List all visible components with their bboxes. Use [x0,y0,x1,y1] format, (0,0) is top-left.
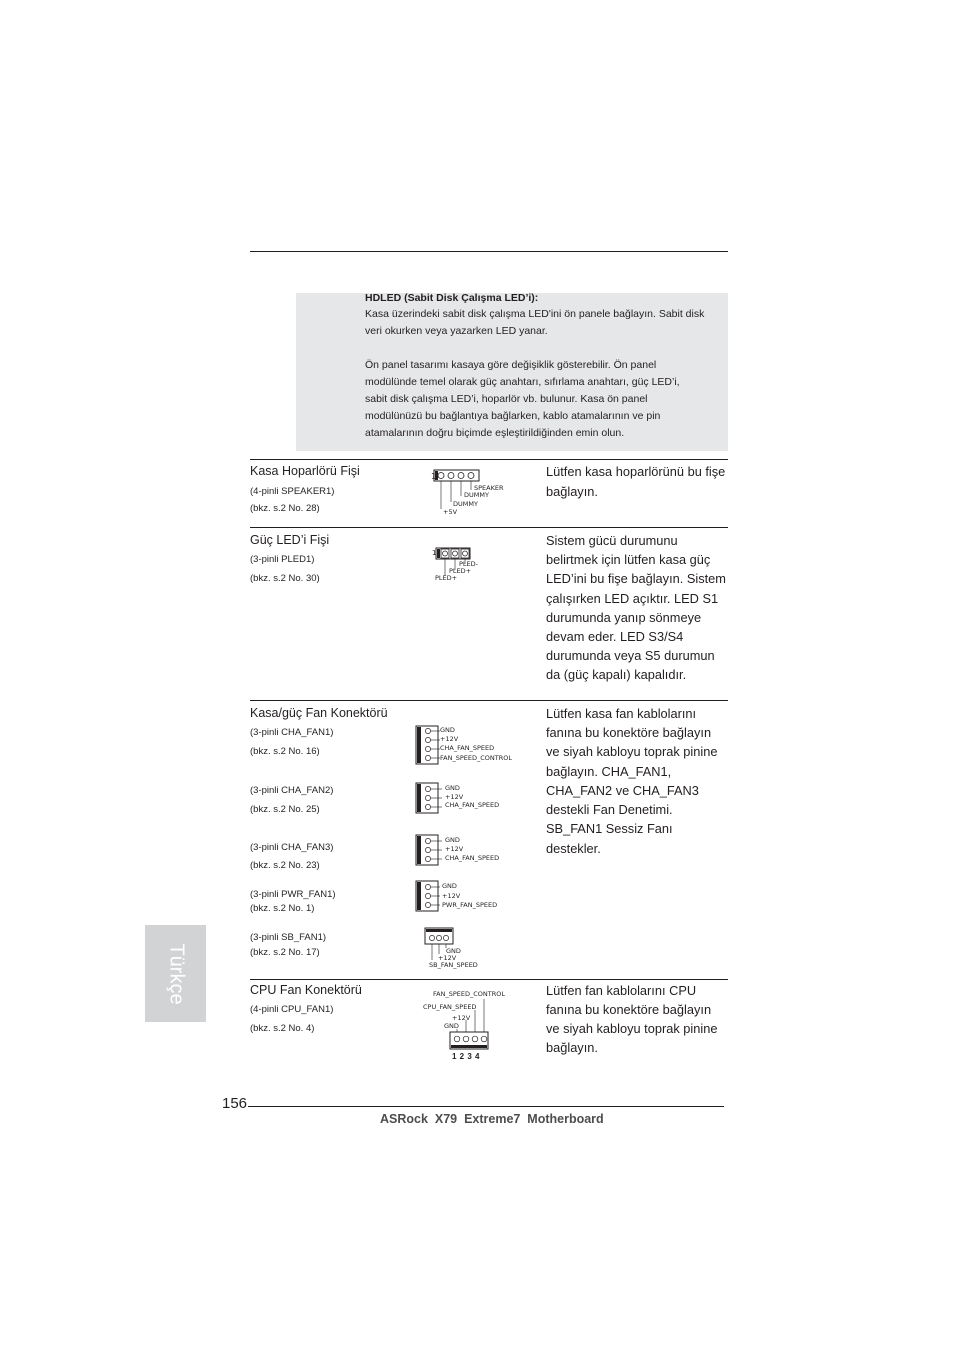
cha-fan3-pin: (3-pinli CHA_FAN3) [250,842,334,853]
cpu-desc-4: bağlayın. [546,1040,598,1055]
cpu-ref: (bkz. s.2 No. 4) [250,1023,315,1034]
sb-fan1-pin: (3-pinli SB_FAN1) [250,932,327,943]
cha-fan1-ref: (bkz. s.2 No. 16) [250,746,320,757]
cpu-12v-label: +12V [452,1014,471,1022]
cha-fan3-ref: (bkz. s.2 No. 23) [250,860,320,871]
speaker-speaker-label: SPEAKER [474,484,504,492]
sb-fan1-ref: (bkz. s.2 No. 17) [250,947,320,958]
pled-desc-3: LED’ini bu fişe bağlayın. Sistem [546,571,726,586]
footer-product: ASRock X79 Extreme7 Motherboard [380,1112,604,1126]
pled-title: Güç LED’i Fişi [250,533,330,547]
hdled-line-5: sabit disk çalışma LED’i, hoparlör vb. bulunur. Kasa ön panel [365,393,648,405]
top-rule [250,251,728,252]
footer-rule [248,1106,724,1107]
cha-fan3-speed-label: CHA_FAN_SPEED [445,854,500,862]
cpu-pin-numbers: 1 2 3 4 [452,1052,480,1061]
fan-desc-6: destekli Fan Denetimi. [546,802,673,817]
pled-desc-7: durumunda veya S5 durumun [546,648,715,663]
fan-desc-4: bağlayın. CHA_FAN1, [546,764,672,779]
fan-rule [250,700,728,701]
pled-desc-6: devam eder. LED S3/S4 [546,629,684,644]
pled-ref: (bkz. s.2 No. 30) [250,573,320,584]
cha-fan1-gnd-label: GND [440,726,455,734]
pwr-fan1-12v-label: +12V [442,892,461,900]
cpu-desc-2: fanına bu konektöre bağlayın [546,1002,712,1017]
pwr-fan1-gnd-label: GND [442,882,457,890]
hdled-line-4: modülünde temel olarak güç anahtarı, sıfırlama anahtarı, güç LED’i, [365,376,680,388]
fan-desc-3: ve siyah kabloyu toprak pinine [546,744,718,759]
cha-fan1-control-label: FAN_SPEED_CONTROL [440,754,512,762]
hdled-line-1: Kasa üzerindeki sabit disk çalışma LED'ini ön panele bağlayın. Sabit disk [365,308,705,320]
cha-fan2-speed-label: CHA_FAN_SPEED [445,801,500,809]
fan-desc-1: Lütfen kasa fan kablolarını [546,706,697,721]
speaker-pin1-label: 1 [431,472,437,481]
cpu-speed-label: CPU_FAN_SPEED [423,1003,477,1011]
fan-desc-7: SB_FAN1 Sessiz Fanı [546,821,673,836]
pwr-fan1-pin: (3-pinli PWR_FAN1) [250,889,336,900]
sb-fan1-12v-label: +12V [438,954,457,962]
cpu-control-label: FAN_SPEED_CONTROL [433,990,505,998]
speaker-pin: (4-pinli SPEAKER1) [250,486,335,497]
pwr-fan1-ref: (bkz. s.2 No. 1) [250,903,315,914]
cha-fan1-12v-label: +12V [440,735,459,743]
cpu-pin: (4-pinli CPU_FAN1) [250,1004,334,1015]
pled-desc-8: da (güç kapalı) kapalıdır. [546,667,687,682]
language-side-tab [145,925,206,1022]
hdled-line-3: Ön panel tasarımı kasaya göre değişiklik gösterebilir. Ön panel [365,359,657,371]
speaker-dummy2-label: DUMMY [453,500,478,508]
sb-fan1-gnd-label: GND [446,947,461,955]
cha-fan3-gnd-label: GND [445,836,460,844]
cha-fan2-12v-label: +12V [445,793,464,801]
speaker-rule [250,459,728,460]
cha-fan2-ref: (bkz. s.2 No. 25) [250,804,320,815]
cpu-gnd-label: GND [444,1022,459,1030]
pled-minus-label: PLED- [459,560,478,568]
fan-desc-8: destekler. [546,841,601,856]
pled-desc-5: durumunda yanıp sönmeye [546,610,702,625]
fan-title: Kasa/güç Fan Konektörü [250,706,388,720]
cha-fan1-pin: (3-pinli CHA_FAN1) [250,727,334,738]
pled-desc-1: Sistem gücü durumunu [546,533,678,548]
speaker-title: Kasa Hoparlörü Fişi [250,464,360,478]
pled-plus-label-1: PLED+ [449,567,472,575]
cpu-desc-1: Lütfen fan kablolarını CPU [546,983,697,998]
pled-desc-4: çalışırken LED açıktır. LED S1 [546,591,719,606]
speaker-desc-2: bağlayın. [546,484,598,499]
speaker-ref: (bkz. s.2 No. 28) [250,503,320,514]
speaker-desc-1: Lütfen kasa hoparlörünü bu fişe [546,464,726,479]
fan-desc-2: fanına bu konektöre bağlayın [546,725,712,740]
cha-fan2-gnd-label: GND [445,784,460,792]
pled-pin: (3-pinli PLED1) [250,554,315,565]
pled-pin1-label: 1 [432,549,437,557]
hdled-line-7: atamalarının doğru biçimde eşleştirildiğinden emin olun. [365,427,625,439]
language-tab-label: Türkçe [165,942,187,1005]
cha-fan3-12v-label: +12V [445,845,464,853]
hdled-title: HDLED (Sabit Disk Çalışma LED’i): [365,292,539,304]
cpu-rule [250,979,728,980]
page-number: 156 [222,1095,248,1112]
pled-rule [250,527,728,528]
pled-plus-label-2: PLED+ [435,574,458,582]
pled-desc-2: belirtmek için lütfen kasa güç [546,552,711,567]
speaker-5v-label: +5V [443,508,458,516]
pwr-fan1-speed-label: PWR_FAN_SPEED [442,901,498,909]
sb-fan1-speed-label: SB_FAN_SPEED [429,961,478,969]
hdled-line-6: modülünüzü bu bağlantıya bağlarken, kablo atamalarının ve pin [365,410,661,422]
speaker-dummy1-label: DUMMY [464,491,489,499]
cha-fan2-pin: (3-pinli CHA_FAN2) [250,785,334,796]
hdled-line-2: veri okurken veya yazarken LED yanar. [365,325,548,337]
cpu-title: CPU Fan Konektörü [250,983,362,997]
cpu-desc-3: ve siyah kabloyu toprak pinine [546,1021,718,1036]
fan-desc-5: CHA_FAN2 ve CHA_FAN3 [546,783,699,798]
cha-fan1-speed-label: CHA_FAN_SPEED [440,744,495,752]
